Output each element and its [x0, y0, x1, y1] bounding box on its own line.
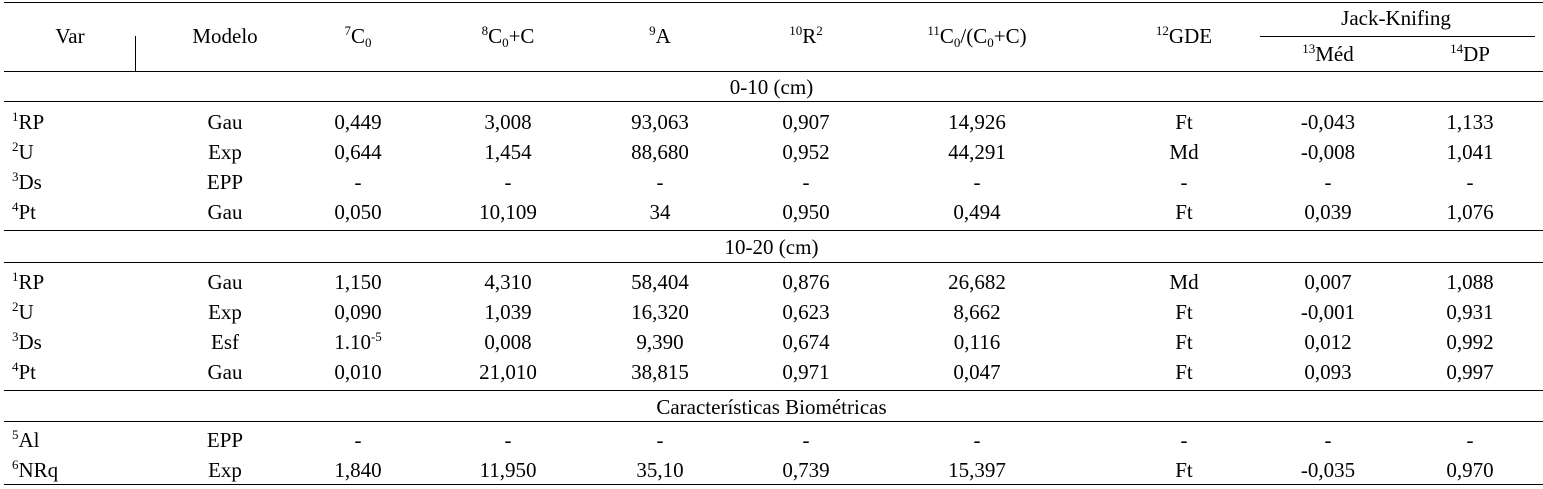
- cell-ratio: 0,047: [953, 360, 1001, 384]
- cell-gde: Md: [1169, 140, 1199, 164]
- cell-a: -: [656, 170, 664, 194]
- cell-med: -0,035: [1300, 458, 1356, 482]
- section-title: Características Biométricas: [656, 395, 887, 419]
- cell-dp: 1,076: [1446, 200, 1494, 224]
- cell-r2: 0,876: [782, 270, 830, 294]
- cell-c0c: 1,454: [484, 140, 532, 164]
- cell-med: 0,093: [1304, 360, 1352, 384]
- cell-c0c: 21,010: [479, 360, 537, 384]
- header-jack-knifing: Jack-Knifing: [1341, 6, 1451, 30]
- rule-jack-underline: [1260, 36, 1535, 37]
- cell-c0: 0,449: [334, 110, 382, 134]
- cell-modelo: EPP: [206, 170, 244, 194]
- cell-c0: -: [354, 170, 362, 194]
- cell-c0c: -: [504, 170, 512, 194]
- cell-ratio: 8,662: [953, 300, 1001, 324]
- cell-c0: 1,840: [334, 458, 382, 482]
- cell-var: $^1$RP: [12, 269, 45, 294]
- cell-gde: Ft: [1175, 458, 1193, 482]
- cell-modelo: Exp: [208, 140, 242, 164]
- cell-med: -: [1324, 428, 1332, 452]
- header-c0: $^7C_0$: [344, 23, 372, 50]
- cell-a: -: [656, 428, 664, 452]
- header-a: $^9$A: [649, 23, 671, 48]
- cell-c0c: 0,008: [484, 330, 532, 354]
- cell-med: 0,007: [1304, 270, 1352, 294]
- cell-dp: 0,970: [1446, 458, 1494, 482]
- rule-section3-top: [4, 421, 1543, 422]
- cell-var: $^4$Pt: [12, 359, 37, 384]
- cell-med: -0,008: [1300, 140, 1356, 164]
- cell-gde: Ft: [1175, 200, 1193, 224]
- cell-modelo: Exp: [208, 458, 242, 482]
- cell-r2: 0,739: [782, 458, 830, 482]
- cell-r2: 0,907: [782, 110, 830, 134]
- cell-var: $^4$Pt: [12, 199, 37, 224]
- cell-dp: 1,133: [1446, 110, 1494, 134]
- cell-gde: Ft: [1175, 300, 1193, 324]
- cell-c0: 0,010: [334, 360, 382, 384]
- cell-c0: -: [354, 428, 362, 452]
- cell-ratio: 15,397: [948, 458, 1006, 482]
- cell-modelo: Gau: [207, 200, 243, 224]
- cell-c0c: 1,039: [484, 300, 532, 324]
- rule-var-separator: [135, 36, 136, 71]
- cell-a: 34: [649, 200, 671, 224]
- cell-dp: 0,931: [1446, 300, 1494, 324]
- header-var: Var: [55, 24, 85, 48]
- cell-c0c: -: [504, 428, 512, 452]
- section-title: 10-20 (cm): [724, 235, 819, 259]
- cell-ratio: 0,116: [953, 330, 1001, 354]
- cell-ratio: 44,291: [948, 140, 1006, 164]
- cell-dp: 0,997: [1446, 360, 1494, 384]
- cell-c0: 1,150: [334, 270, 382, 294]
- cell-gde: Md: [1169, 270, 1199, 294]
- cell-c0: $1.10^{-5}$: [334, 329, 382, 354]
- cell-r2: -: [802, 428, 810, 452]
- cell-modelo: Esf: [211, 330, 239, 354]
- cell-gde: -: [1180, 170, 1188, 194]
- cell-ratio: 14,926: [948, 110, 1006, 134]
- cell-a: 35,10: [636, 458, 684, 482]
- cell-r2: 0,623: [782, 300, 830, 324]
- cell-r2: 0,674: [782, 330, 830, 354]
- cell-dp: 0,992: [1446, 330, 1494, 354]
- cell-modelo: EPP: [206, 428, 244, 452]
- cell-a: 88,680: [631, 140, 689, 164]
- rule-section1-bottom: [4, 230, 1543, 231]
- rule-section2-top: [4, 262, 1543, 263]
- cell-modelo: Gau: [207, 110, 243, 134]
- rule-bottom: [4, 484, 1543, 485]
- cell-a: 93,063: [631, 110, 689, 134]
- cell-a: 58,404: [631, 270, 689, 294]
- cell-var: $^5$Al: [12, 427, 40, 452]
- cell-modelo: Exp: [208, 300, 242, 324]
- cell-ratio: -: [973, 170, 981, 194]
- cell-med: -0,043: [1300, 110, 1356, 134]
- cell-a: 16,320: [631, 300, 689, 324]
- cell-ratio: -: [973, 428, 981, 452]
- cell-gde: Ft: [1175, 330, 1193, 354]
- cell-c0: 0,050: [334, 200, 382, 224]
- cell-c0c: 11,950: [479, 458, 537, 482]
- rule-top: [4, 2, 1543, 3]
- header-modelo: Modelo: [192, 24, 258, 48]
- cell-c0c: 4,310: [484, 270, 532, 294]
- cell-r2: 0,971: [782, 360, 830, 384]
- cell-dp: -: [1466, 428, 1474, 452]
- cell-var: $^2$U: [12, 139, 34, 164]
- cell-var: $^1$RP: [12, 109, 45, 134]
- cell-med: 0,039: [1304, 200, 1352, 224]
- header-med: $^{13}$Méd: [1302, 41, 1354, 66]
- cell-a: 38,815: [631, 360, 689, 384]
- cell-med: 0,012: [1304, 330, 1352, 354]
- header-dp: $^{14}$DP: [1450, 41, 1490, 66]
- cell-c0: 0,644: [334, 140, 382, 164]
- cell-modelo: Gau: [207, 360, 243, 384]
- rule-section1-top: [4, 101, 1543, 102]
- cell-a: 9,390: [636, 330, 684, 354]
- cell-med: -0,001: [1300, 300, 1356, 324]
- cell-gde: -: [1180, 428, 1188, 452]
- cell-var: $^2$U: [12, 299, 34, 324]
- cell-med: -: [1324, 170, 1332, 194]
- rule-section2-bottom: [4, 390, 1543, 391]
- cell-r2: 0,952: [782, 140, 830, 164]
- cell-dp: 1,088: [1446, 270, 1494, 294]
- cell-c0c: 10,109: [479, 200, 537, 224]
- rule-header-bottom: [4, 71, 1543, 72]
- cell-r2: -: [802, 170, 810, 194]
- cell-c0: 0,090: [334, 300, 382, 324]
- header-c0-plus-c: $^8C_0+C$: [481, 23, 535, 50]
- cell-ratio: 26,682: [948, 270, 1006, 294]
- cell-ratio: 0,494: [953, 200, 1001, 224]
- cell-gde: Ft: [1175, 110, 1193, 134]
- cell-var: $^6$NRq: [12, 457, 59, 482]
- cell-var: $^3$Ds: [12, 169, 42, 194]
- cell-dp: -: [1466, 170, 1474, 194]
- cell-gde: Ft: [1175, 360, 1193, 384]
- header-r2: $^{10}R^2$: [789, 23, 823, 48]
- cell-var: $^3$Ds: [12, 329, 42, 354]
- cell-c0c: 3,008: [484, 110, 532, 134]
- header-ratio: $^{11}C_0/(C_0+C)$: [927, 23, 1027, 50]
- header-gde: $^{12}$GDE: [1155, 23, 1213, 48]
- section-title: 0-10 (cm): [729, 75, 814, 99]
- cell-r2: 0,950: [782, 200, 830, 224]
- cell-dp: 1,041: [1446, 140, 1494, 164]
- cell-modelo: Gau: [207, 270, 243, 294]
